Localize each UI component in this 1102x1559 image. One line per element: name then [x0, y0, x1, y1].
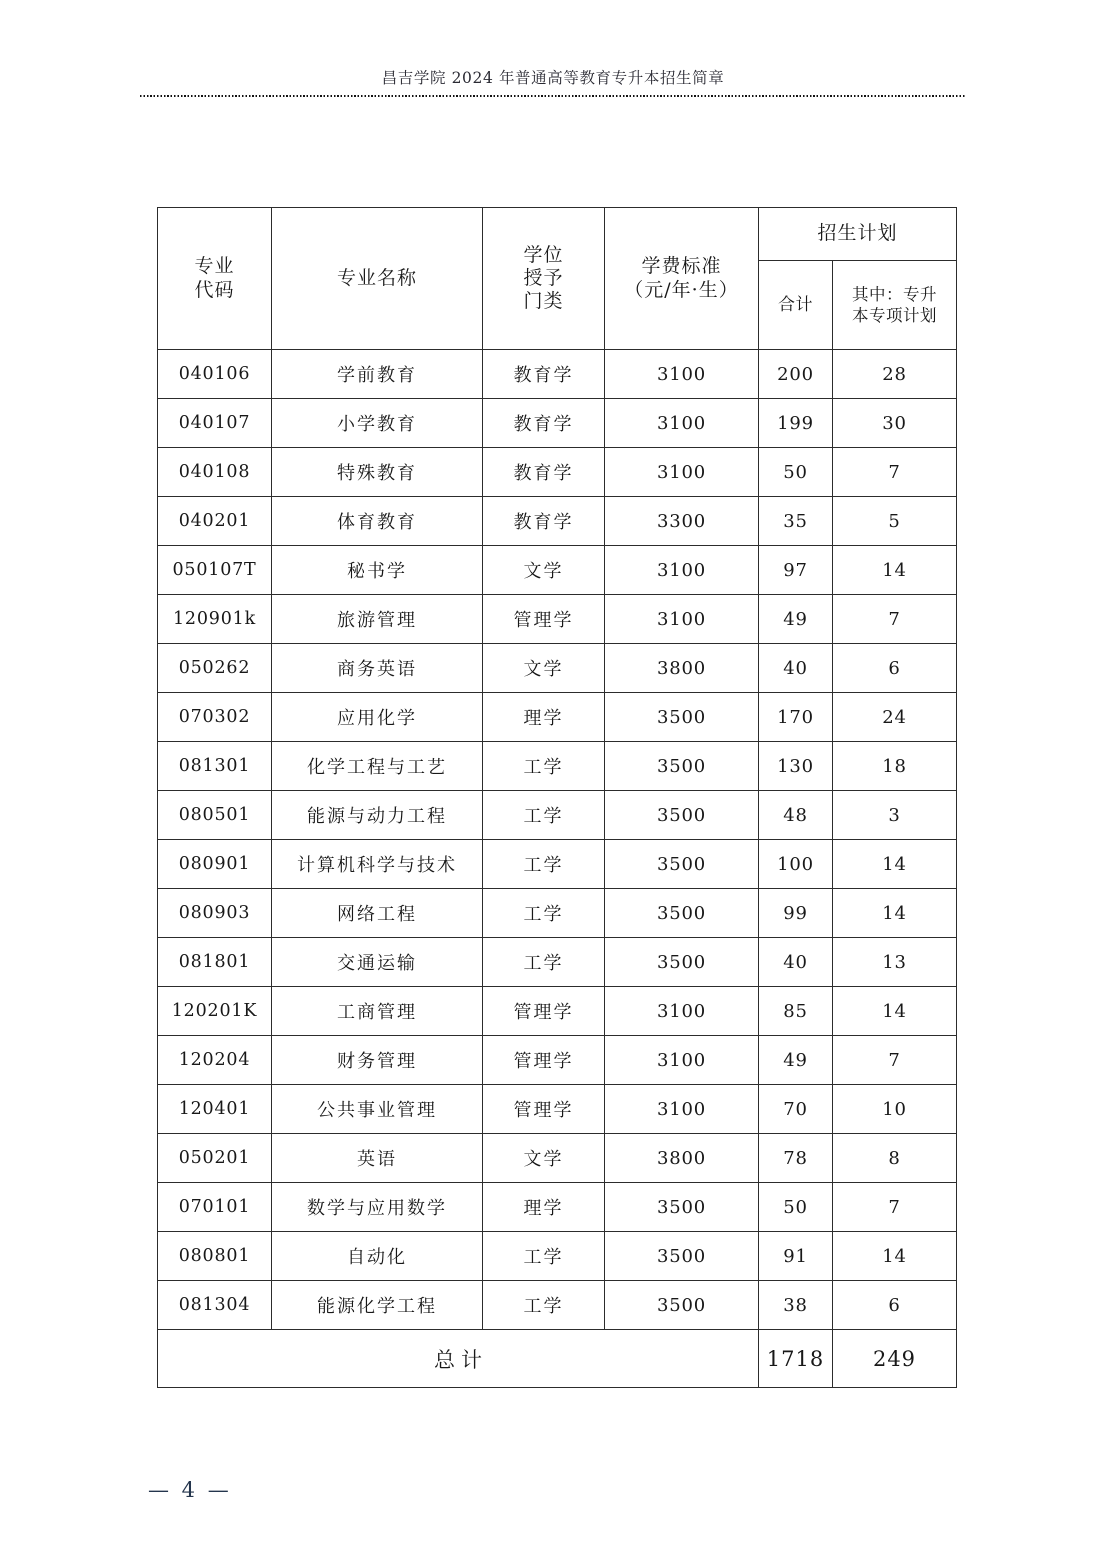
cell-major-code: 120901k [158, 595, 272, 644]
cell-major-code: 050201 [158, 1134, 272, 1183]
cell-major-name: 体育教育 [272, 497, 483, 546]
cell-tuition-standard: 3500 [605, 1281, 759, 1330]
table-body [158, 350, 957, 1330]
table-header [158, 208, 957, 350]
major-code-line-2: 代码 [194, 278, 235, 301]
cell-special-plan-count: 14 [833, 889, 957, 938]
cell-special-plan-count: 6 [833, 1281, 957, 1330]
cell-special-plan-count: 14 [833, 987, 957, 1036]
cell-major-name: 特殊教育 [272, 448, 483, 497]
table-row [158, 742, 957, 791]
cell-special-plan-count: 6 [833, 644, 957, 693]
cell-tuition-standard: 3100 [605, 546, 759, 595]
major-code-line-1: 专业 [194, 255, 235, 278]
cell-enrollment-total: 78 [759, 1134, 833, 1183]
cell-major-code: 080501 [158, 791, 272, 840]
total-row [158, 1330, 957, 1388]
cell-degree-category: 管理学 [483, 595, 605, 644]
table-row [158, 1085, 957, 1134]
cell-major-name: 英语 [272, 1134, 483, 1183]
cell-special-plan-count: 7 [833, 448, 957, 497]
cell-enrollment-total: 130 [759, 742, 833, 791]
cell-major-name: 小学教育 [272, 399, 483, 448]
table-row [158, 546, 957, 595]
cell-enrollment-total: 97 [759, 546, 833, 595]
cell-degree-category: 教育学 [483, 497, 605, 546]
column-header-major-name: 专业名称 [272, 208, 483, 350]
total-label: 总计 [158, 1330, 759, 1388]
cell-special-plan-count: 28 [833, 350, 957, 399]
cell-tuition-standard: 3100 [605, 448, 759, 497]
cell-degree-category: 教育学 [483, 448, 605, 497]
cell-tuition-standard: 3100 [605, 350, 759, 399]
column-header-special-plan [833, 261, 957, 350]
cell-degree-category: 理学 [483, 693, 605, 742]
header-rule-divider [140, 95, 966, 97]
cell-tuition-standard: 3800 [605, 644, 759, 693]
column-header-major-code [158, 208, 272, 350]
table-row [158, 350, 957, 399]
cell-degree-category: 文学 [483, 1134, 605, 1183]
table-row [158, 448, 957, 497]
cell-degree-category: 教育学 [483, 350, 605, 399]
tuition-line-1: 学费标准 [641, 255, 722, 278]
cell-tuition-standard: 3300 [605, 497, 759, 546]
cell-major-name: 商务英语 [272, 644, 483, 693]
cell-enrollment-total: 49 [759, 595, 833, 644]
cell-tuition-standard: 3500 [605, 1232, 759, 1281]
page-number-footer: — 4 — [148, 1478, 232, 1502]
cell-degree-category: 文学 [483, 546, 605, 595]
column-header-enrollment-plan: 招生计划 [759, 208, 957, 261]
cell-enrollment-total: 50 [759, 1183, 833, 1232]
cell-degree-category: 管理学 [483, 1085, 605, 1134]
cell-major-code: 081304 [158, 1281, 272, 1330]
cell-major-name: 财务管理 [272, 1036, 483, 1085]
cell-tuition-standard: 3100 [605, 1036, 759, 1085]
cell-enrollment-total: 199 [759, 399, 833, 448]
cell-degree-category: 理学 [483, 1183, 605, 1232]
special-plan-line-2: 本专项计划 [852, 306, 937, 325]
total-enrollment-count: 1718 [759, 1330, 833, 1388]
table-row [158, 840, 957, 889]
table-row [158, 987, 957, 1036]
cell-degree-category: 工学 [483, 1232, 605, 1281]
cell-degree-category: 管理学 [483, 1036, 605, 1085]
table-row [158, 1232, 957, 1281]
cell-major-code: 040108 [158, 448, 272, 497]
cell-tuition-standard: 3500 [605, 742, 759, 791]
cell-enrollment-total: 91 [759, 1232, 833, 1281]
cell-special-plan-count: 7 [833, 595, 957, 644]
table-row [158, 497, 957, 546]
cell-special-plan-count: 5 [833, 497, 957, 546]
cell-major-name: 计算机科学与技术 [272, 840, 483, 889]
cell-tuition-standard: 3500 [605, 889, 759, 938]
cell-major-name: 应用化学 [272, 693, 483, 742]
cell-special-plan-count: 7 [833, 1183, 957, 1232]
tuition-line-2: （元/年·生） [624, 278, 739, 301]
cell-major-name: 能源与动力工程 [272, 791, 483, 840]
cell-tuition-standard: 3100 [605, 987, 759, 1036]
running-header: 昌吉学院 2024 年普通高等教育专升本招生简章 [381, 69, 725, 87]
cell-special-plan-count: 24 [833, 693, 957, 742]
cell-major-code: 040107 [158, 399, 272, 448]
cell-major-code: 081301 [158, 742, 272, 791]
cell-enrollment-total: 40 [759, 644, 833, 693]
cell-major-code: 050262 [158, 644, 272, 693]
cell-major-code: 070302 [158, 693, 272, 742]
cell-tuition-standard: 3500 [605, 1183, 759, 1232]
table-row [158, 1183, 957, 1232]
cell-major-name: 网络工程 [272, 889, 483, 938]
cell-enrollment-total: 48 [759, 791, 833, 840]
table-row [158, 1281, 957, 1330]
cell-major-code: 080903 [158, 889, 272, 938]
cell-major-code: 050107T [158, 546, 272, 595]
cell-special-plan-count: 13 [833, 938, 957, 987]
cell-major-code: 040106 [158, 350, 272, 399]
cell-special-plan-count: 7 [833, 1036, 957, 1085]
cell-major-name: 数学与应用数学 [272, 1183, 483, 1232]
cell-major-name: 能源化学工程 [272, 1281, 483, 1330]
cell-special-plan-count: 8 [833, 1134, 957, 1183]
cell-degree-category: 教育学 [483, 399, 605, 448]
cell-major-name: 旅游管理 [272, 595, 483, 644]
table-footer [158, 1330, 957, 1388]
cell-special-plan-count: 14 [833, 840, 957, 889]
cell-major-name: 工商管理 [272, 987, 483, 1036]
table-row [158, 644, 957, 693]
cell-major-code: 120201K [158, 987, 272, 1036]
cell-major-name: 交通运输 [272, 938, 483, 987]
cell-major-code: 070101 [158, 1183, 272, 1232]
table-row [158, 1134, 957, 1183]
cell-major-name: 公共事业管理 [272, 1085, 483, 1134]
column-header-tuition-standard [605, 208, 759, 350]
cell-major-name: 学前教育 [272, 350, 483, 399]
cell-degree-category: 工学 [483, 742, 605, 791]
cell-enrollment-total: 200 [759, 350, 833, 399]
cell-major-code: 081801 [158, 938, 272, 987]
cell-degree-category: 管理学 [483, 987, 605, 1036]
special-plan-line-1: 其中：专升 [852, 284, 937, 304]
cell-major-name: 秘书学 [272, 546, 483, 595]
total-special-plan-count: 249 [833, 1330, 957, 1388]
cell-special-plan-count: 14 [833, 1232, 957, 1281]
table-row [158, 399, 957, 448]
header-row-primary [158, 208, 957, 261]
cell-major-code: 120401 [158, 1085, 272, 1134]
cell-special-plan-count: 30 [833, 399, 957, 448]
table-row [158, 889, 957, 938]
cell-major-name: 自动化 [272, 1232, 483, 1281]
cell-tuition-standard: 3500 [605, 693, 759, 742]
table-row [158, 791, 957, 840]
cell-degree-category: 工学 [483, 840, 605, 889]
cell-special-plan-count: 3 [833, 791, 957, 840]
cell-major-code: 080801 [158, 1232, 272, 1281]
column-header-degree-category [483, 208, 605, 350]
cell-degree-category: 工学 [483, 1281, 605, 1330]
cell-major-name: 化学工程与工艺 [272, 742, 483, 791]
table-row [158, 1036, 957, 1085]
column-header-subtotal: 合计 [759, 261, 833, 350]
cell-special-plan-count: 14 [833, 546, 957, 595]
cell-tuition-standard: 3500 [605, 938, 759, 987]
cell-enrollment-total: 99 [759, 889, 833, 938]
table-row [158, 938, 957, 987]
cell-enrollment-total: 49 [759, 1036, 833, 1085]
degree-line-1: 学位 [523, 243, 564, 266]
cell-tuition-standard: 3500 [605, 840, 759, 889]
degree-line-2: 授予 [523, 266, 564, 289]
cell-tuition-standard: 3100 [605, 399, 759, 448]
cell-major-code: 080901 [158, 840, 272, 889]
cell-tuition-standard: 3100 [605, 595, 759, 644]
cell-enrollment-total: 85 [759, 987, 833, 1036]
cell-tuition-standard: 3800 [605, 1134, 759, 1183]
cell-degree-category: 工学 [483, 889, 605, 938]
cell-enrollment-total: 70 [759, 1085, 833, 1134]
degree-line-3: 门类 [523, 290, 564, 313]
cell-special-plan-count: 10 [833, 1085, 957, 1134]
cell-enrollment-total: 170 [759, 693, 833, 742]
table-row [158, 693, 957, 742]
cell-enrollment-total: 50 [759, 448, 833, 497]
cell-major-code: 040201 [158, 497, 272, 546]
table-row [158, 595, 957, 644]
cell-enrollment-total: 100 [759, 840, 833, 889]
cell-major-code: 120204 [158, 1036, 272, 1085]
cell-degree-category: 工学 [483, 938, 605, 987]
cell-tuition-standard: 3500 [605, 791, 759, 840]
cell-degree-category: 工学 [483, 791, 605, 840]
enrollment-plan-table-wrapper [157, 207, 956, 1388]
cell-special-plan-count: 18 [833, 742, 957, 791]
cell-enrollment-total: 35 [759, 497, 833, 546]
enrollment-plan-table [157, 207, 957, 1388]
cell-enrollment-total: 40 [759, 938, 833, 987]
cell-tuition-standard: 3100 [605, 1085, 759, 1134]
cell-degree-category: 文学 [483, 644, 605, 693]
cell-enrollment-total: 38 [759, 1281, 833, 1330]
